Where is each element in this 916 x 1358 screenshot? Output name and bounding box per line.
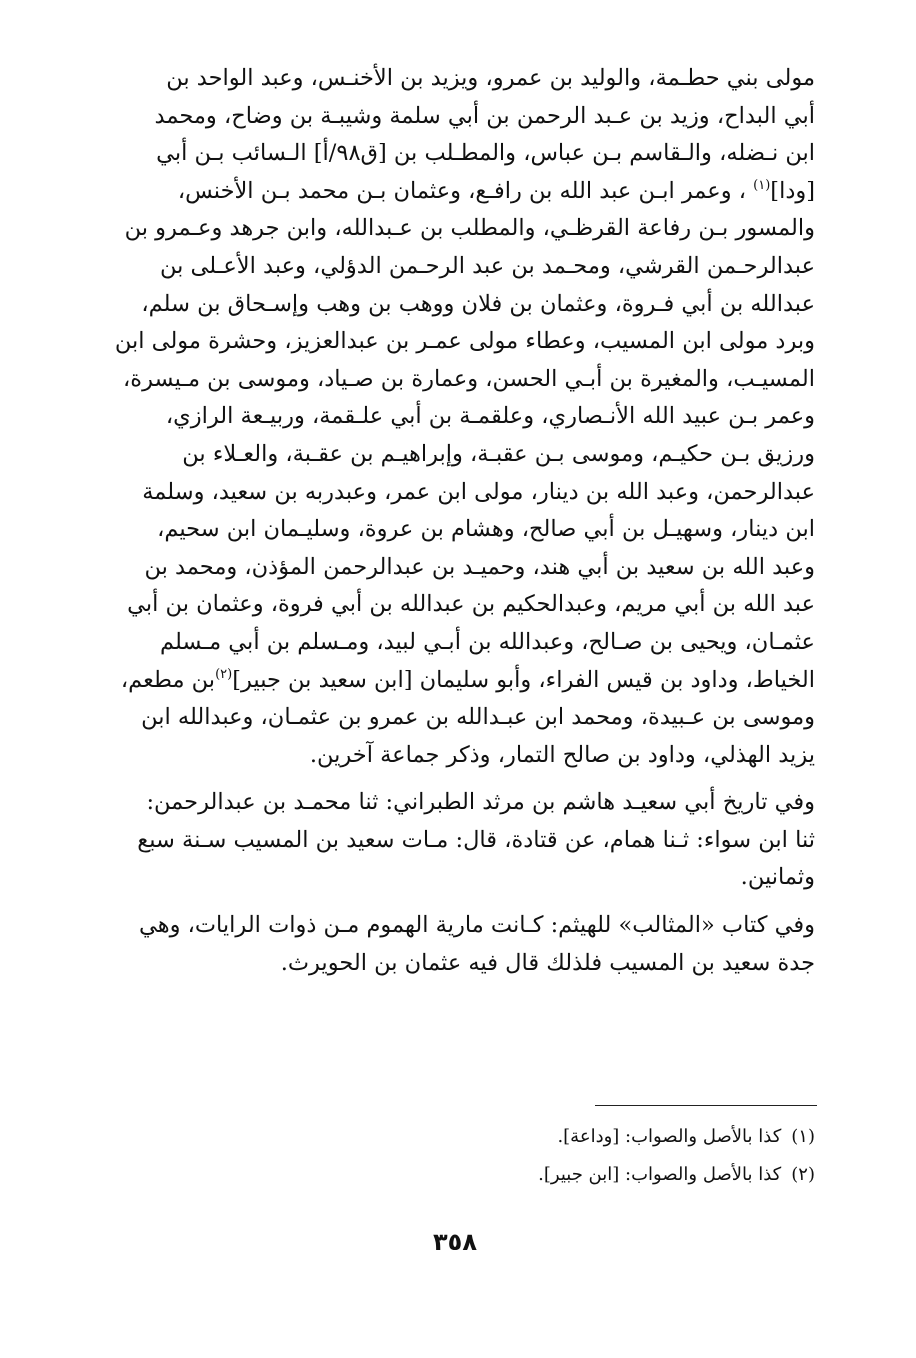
- text-line: يزيد الهذلي، وداود بن صالح التمار، وذكر جماعة آخرين.: [309, 741, 815, 768]
- paragraph-gap: [80, 774, 815, 784]
- text-line: عبدالرحـمن القرشي، ومحـمد بن عبد الرحـمن الدؤلي، وعبد الأعـلى بن: [160, 252, 815, 279]
- text-line: ابن دينار، وسهيـل بن أبي صالح، وهشام بن عروة، وسليـمان ابن سحيم،: [157, 516, 815, 543]
- text-line: عبدالرحمن، وعبد الله بن دينار، مولى ابن عمر، وعبدربه بن سعيد، وسلمة: [142, 478, 815, 505]
- text-line: [80, 173, 815, 211]
- bracket-text: [ودا]: [770, 177, 815, 204]
- text-line: مولى بني حطـمة، والوليد بن عمرو، ويزيد بن الأخنـس، وعبد الواحد بن: [166, 65, 815, 91]
- text-line: وفي تاريخ أبي سعيـد هاشم بن مرثد الطبراني: ثنا محمـد بن عبدالرحمن:: [146, 789, 815, 816]
- footnote-number: (١): [791, 1126, 815, 1147]
- text-line: وبرد مولى ابن المسيب، وعطاء مولى عمـر بن عبدالعزيز، وحشرة مولى ابن: [114, 328, 815, 355]
- text-span: الخياط، وداود بن قيس الفراء، وأبو سليمان [ابن سعيد بن جبير]: [232, 666, 815, 693]
- main-text: [80, 60, 815, 982]
- paragraph-3: [80, 907, 815, 982]
- text-line: جدة سعيد بن المسيب فلذلك قال فيه عثمان بن الحويرث.: [280, 949, 815, 976]
- footnote-marker: (١): [753, 177, 771, 193]
- text-line: عثمـان، ويحيى بن صـالح، وعبدالله بن أبـي لبيد، ومـسلم بن أبي مـسلم: [160, 628, 815, 655]
- text-line: أبي البداح، وزيد بن عـبد الرحمن بن أبي سلمة وشيبـة بن وضاح، ومحمد: [154, 102, 815, 129]
- page-number: ٣٥٨: [433, 1228, 477, 1256]
- text-line: ابن نـضله، والـقاسم بـن عباس، والمطـلب بن [ق٩٨/أ] الـسائب بـن أبي: [156, 140, 815, 167]
- footnotes: [200, 1118, 815, 1194]
- text-span: بن مطعم،: [120, 666, 216, 693]
- text-line: المسيـب، والمغيرة بن أبـي الحسن، وعمارة بن صـياد، وموسى بن مـيسرة،: [123, 365, 815, 392]
- footnote-text: كذا بالأصل والصواب: [ابن جبير].: [538, 1164, 782, 1185]
- footnote-number: (٢): [791, 1164, 815, 1185]
- text-line: ورزيق بـن حكيـم، وموسى بـن عقبـة، وإبراهيـم بن عقـبة، والعـلاء بن: [182, 440, 815, 467]
- text-line: ثنا ابن سواء: ثـنا همام، عن قتادة، قال: مـات سعيد بن المسيب سـنة سبع: [137, 826, 815, 853]
- text-line: وثمانين.: [740, 864, 815, 891]
- text-span: ، وعمر ابـن عبد الله بن رافـع، وعثمان بـن محمد بـن الأخنس،: [177, 177, 746, 204]
- paragraph-1: [80, 60, 815, 774]
- footnote-2: [200, 1156, 815, 1194]
- text-line: عبدالله بن أبي فـروة، وعثمان بن فلان ووهب بن وهب وإسـحاق بن سلم،: [141, 290, 815, 317]
- text-line: وعبد الله بن سعيد بن أبي هند، وحميـد بن عبدالرحمن المؤذن، ومحمد بن: [144, 553, 815, 580]
- footnote-1: [200, 1118, 815, 1156]
- text-line: عبد الله بن أبي مريم، وعبدالحكيم بن عبدالله بن أبي فروة، وعثمان بن أبي: [127, 591, 815, 618]
- text-line: وموسى بن عـبيدة، ومحمد ابن عبـدالله بن عمرو بن عثمـان، وعبدالله ابن: [141, 704, 815, 731]
- text-line: وفي كتاب «المثالب» للهيثم: كـانت مارية الهموم مـن ذوات الرايات، وهي: [138, 912, 815, 939]
- paragraph-2: [80, 784, 815, 897]
- text-line: وعمر بـن عبيد الله الأنـصاري، وعلقمـة بن أبي علـقمة، وربيـعة الرازي،: [165, 403, 815, 430]
- footnote-divider: [595, 1105, 817, 1106]
- footnote-marker: (٢): [215, 666, 233, 682]
- footnote-text: كذا بالأصل والصواب: [وداعة].: [557, 1126, 782, 1147]
- text-line: [80, 662, 815, 700]
- text-line: والمسور بـن رفاعة القرظـي، والمطلب بن عـبدالله، وابن جرهد وعـمرو بن: [124, 215, 815, 242]
- paragraph-gap: [80, 897, 815, 907]
